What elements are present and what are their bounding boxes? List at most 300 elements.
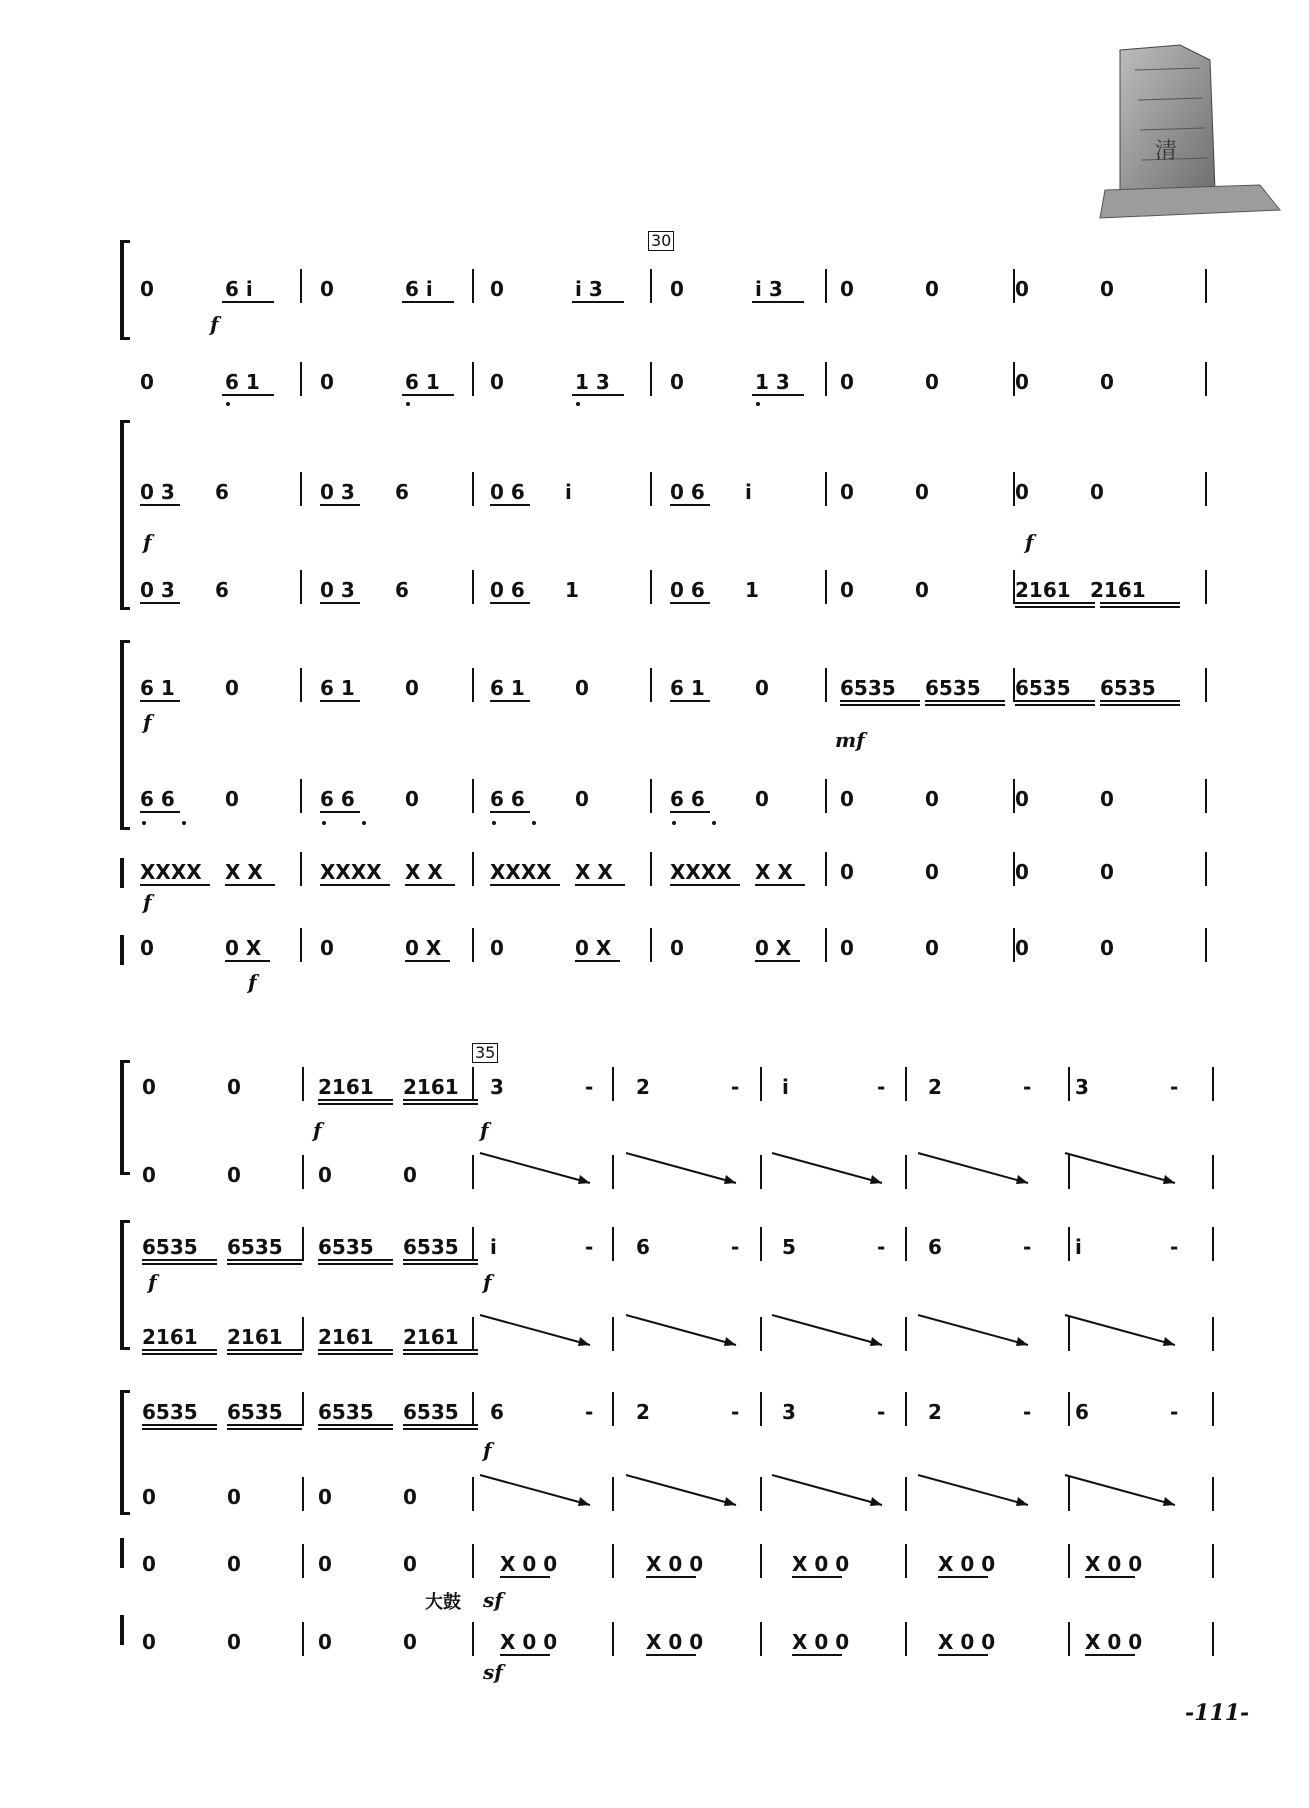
sys2-row5-note: 3 [782, 1400, 796, 1424]
beam-underline [403, 1263, 478, 1265]
svg-text:清: 清 [1155, 139, 1178, 164]
sys2-row8-note: X 0 0 [646, 1630, 704, 1654]
barline [760, 1622, 762, 1656]
sys1-row8-note: 0 [1100, 936, 1114, 960]
barline [472, 1227, 474, 1261]
dynamic-sforzando: sf [483, 1588, 503, 1612]
sys1-row1-note: 0 [925, 277, 939, 301]
barline [472, 1155, 474, 1189]
barline [300, 269, 302, 303]
sys2-row3-note: 5 [782, 1235, 796, 1259]
beam-underline [318, 1349, 393, 1351]
octave-dot [226, 402, 230, 406]
sys1-row3-note: 0 3 [140, 480, 175, 504]
barline [1068, 1067, 1070, 1101]
sys2-row3-note: 6535 [318, 1235, 374, 1259]
barline [650, 570, 652, 604]
sys1-row2-note: 6 1 [225, 370, 260, 394]
beam-underline [490, 504, 530, 506]
sys2-row1-note: 2 [928, 1075, 942, 1099]
sys2-row5-note: 2 [928, 1400, 942, 1424]
barline [1068, 1622, 1070, 1656]
sys1-row4-note: 0 6 [670, 578, 705, 602]
beam-underline [500, 1576, 550, 1578]
beam-underline [1100, 606, 1180, 608]
beam-underline [403, 1349, 478, 1351]
beam-underline [140, 602, 180, 604]
sys2-row2-note: 0 [227, 1163, 241, 1187]
sys2-row5-note: 2 [636, 1400, 650, 1424]
beam-underline [222, 301, 274, 303]
beam-underline [402, 301, 454, 303]
beam-underline [225, 884, 275, 886]
sys1-row4-note: 0 [915, 578, 929, 602]
beam-underline [500, 1654, 550, 1656]
sys1-row1-note: 6 i [405, 277, 433, 301]
sys1-row4-note: 1 [745, 578, 759, 602]
beam-underline [403, 1424, 478, 1426]
barline [1068, 1544, 1070, 1578]
barline [302, 1155, 304, 1189]
sys2-row7-note: X 0 0 [938, 1552, 996, 1576]
sys1-row4-note: 2161 [1015, 578, 1071, 602]
barline [905, 1544, 907, 1578]
beam-underline [227, 1263, 302, 1265]
sys2-row6-note: 0 [142, 1485, 156, 1509]
sys1-row5-note: 6 1 [320, 676, 355, 700]
sys2-row5-note: - [877, 1400, 886, 1424]
sys2-row6-note: 0 [318, 1485, 332, 1509]
sys1-row8-note: 0 [925, 936, 939, 960]
sys1-row3-note: i [565, 480, 572, 504]
sys2-row2-note: 0 [403, 1163, 417, 1187]
sys1-row7-note: XXXX [320, 860, 382, 884]
beam-underline [1100, 602, 1180, 604]
sys1-row5-note: 6535 [840, 676, 896, 700]
barline [302, 1227, 304, 1261]
sys2-row5-note: - [1170, 1400, 1179, 1424]
sys1-row6-note: 0 [405, 787, 419, 811]
barline [1205, 362, 1207, 396]
sys2-row1-note: - [1023, 1075, 1032, 1099]
barline [905, 1317, 907, 1351]
barline [1205, 269, 1207, 303]
dynamic-forte: f [210, 312, 219, 336]
dynamic-forte: f [480, 1118, 489, 1142]
sys1-row2-note: 1 3 [575, 370, 610, 394]
beam-underline [490, 811, 530, 813]
dynamic-forte: f [148, 1270, 157, 1294]
beam-underline [227, 1259, 302, 1261]
beam-underline [1100, 704, 1180, 706]
barline [612, 1155, 614, 1189]
beam-underline [320, 884, 390, 886]
dynamic-forte: f [143, 530, 152, 554]
sys1-row8-note: 0 X [225, 936, 262, 960]
barline [302, 1477, 304, 1511]
sys2-row7-note: X 0 0 [646, 1552, 704, 1576]
barline [760, 1227, 762, 1261]
beam-underline [227, 1428, 302, 1430]
sys1-row7-note: 0 [925, 860, 939, 884]
barline [905, 1392, 907, 1426]
barline [1205, 472, 1207, 506]
beam-underline [405, 884, 455, 886]
barline [472, 1544, 474, 1578]
barline [760, 1067, 762, 1101]
barline [825, 928, 827, 962]
barline [300, 362, 302, 396]
barline [650, 668, 652, 702]
beam-underline [320, 602, 360, 604]
beam-underline [403, 1103, 478, 1105]
beam-underline [1015, 700, 1095, 702]
barline [1068, 1155, 1070, 1189]
beam-underline [792, 1576, 842, 1578]
sys2-row5-note: 6535 [142, 1400, 198, 1424]
sys1-row1-note: 6 i [225, 277, 253, 301]
sys1-row5-note: 0 [755, 676, 769, 700]
barline [472, 852, 474, 886]
beam-underline [670, 504, 710, 506]
sys1-row5-note: 6535 [1100, 676, 1156, 700]
beam-underline [752, 301, 804, 303]
beam-underline [140, 811, 180, 813]
sys1-row4-note: 1 [565, 578, 579, 602]
sys1-row3-note: 0 [1015, 480, 1029, 504]
beam-underline [222, 394, 274, 396]
sys1-row2-note: 0 [320, 370, 334, 394]
octave-dot [142, 821, 146, 825]
beam-underline [490, 884, 560, 886]
barline [472, 1317, 474, 1351]
beam-underline [670, 811, 710, 813]
beam-underline [1015, 704, 1095, 706]
barline [302, 1544, 304, 1578]
sys1-row6-note: 0 [1015, 787, 1029, 811]
page-number: -111- [1185, 1700, 1250, 1726]
sys2-row1-note: i [782, 1075, 789, 1099]
sys2-row7-note: 0 [318, 1552, 332, 1576]
barline [650, 779, 652, 813]
barline [1205, 779, 1207, 813]
sys2-row3-note: i [1075, 1235, 1082, 1259]
barline [825, 570, 827, 604]
sys1-row8-note: 0 [140, 936, 154, 960]
beam-underline [140, 504, 180, 506]
barline [472, 570, 474, 604]
octave-dot [182, 821, 186, 825]
octave-dot [406, 402, 410, 406]
beam-underline [670, 884, 740, 886]
barline [1212, 1317, 1214, 1351]
beam-underline [142, 1259, 217, 1261]
sys2-row7-note: 0 [227, 1552, 241, 1576]
barline [760, 1477, 762, 1511]
sys2-row1-note: 0 [227, 1075, 241, 1099]
barline [300, 928, 302, 962]
sys1-row4-note: 6 [215, 578, 229, 602]
sys2-row1-note: 2161 [403, 1075, 459, 1099]
sys1-row5-note: 0 [405, 676, 419, 700]
sys1-row8-note: 0 X [755, 936, 792, 960]
barline [905, 1155, 907, 1189]
barline [472, 1392, 474, 1426]
sys2-row3-note: - [877, 1235, 886, 1259]
sys1-row3-note: 0 [915, 480, 929, 504]
barline [612, 1622, 614, 1656]
sys1-row3-note: 6 [395, 480, 409, 504]
sys2-row1-note: - [585, 1075, 594, 1099]
beam-underline [938, 1576, 988, 1578]
sys2-row7-note: X 0 0 [1085, 1552, 1143, 1576]
barline [1205, 570, 1207, 604]
sys1-row5-note: 0 [225, 676, 239, 700]
barline [825, 362, 827, 396]
beam-underline [318, 1263, 393, 1265]
guzheng-illustration [1060, 40, 1290, 220]
beam-underline [227, 1353, 302, 1355]
sys2-row7-note: 0 [142, 1552, 156, 1576]
barline [302, 1067, 304, 1101]
sys1-row7-note: X X [755, 860, 793, 884]
sys1-row7-note: 0 [1100, 860, 1114, 884]
barline [472, 928, 474, 962]
beam-underline [490, 700, 530, 702]
beam-underline [938, 1654, 988, 1656]
barline [612, 1227, 614, 1261]
sys1-row6-note: 0 [755, 787, 769, 811]
dynamic-forte: f [483, 1438, 492, 1462]
barline [905, 1477, 907, 1511]
beam-underline [490, 602, 530, 604]
beam-underline [142, 1424, 217, 1426]
beam-underline [403, 1259, 478, 1261]
sys1-row2-note: 0 [1015, 370, 1029, 394]
sys1-row8-note: 0 [490, 936, 504, 960]
sys1-row8-note: 0 [1015, 936, 1029, 960]
sys1-row1-note: 0 [1100, 277, 1114, 301]
barline [302, 1622, 304, 1656]
sys1-row3-note: 0 6 [490, 480, 525, 504]
sys1-row7-note: X X [575, 860, 613, 884]
barline [760, 1544, 762, 1578]
beam-underline [142, 1353, 217, 1355]
beam-underline [318, 1099, 393, 1101]
sys2-row7-note: X 0 0 [500, 1552, 558, 1576]
barline [300, 570, 302, 604]
barline [612, 1477, 614, 1511]
sys2-row1-note: - [877, 1075, 886, 1099]
barline [825, 852, 827, 886]
beam-underline [575, 884, 625, 886]
beam-underline [755, 884, 805, 886]
sys1-row5-note: 6 1 [490, 676, 525, 700]
beam-underline [320, 811, 360, 813]
sys2-row3-note: 6535 [227, 1235, 283, 1259]
barline [1212, 1067, 1214, 1101]
sys2-row4-note: 2161 [227, 1325, 283, 1349]
sys2-row1-note: 3 [490, 1075, 504, 1099]
barline [1068, 1227, 1070, 1261]
barline [825, 668, 827, 702]
barline [472, 668, 474, 702]
beam-underline [840, 700, 920, 702]
dynamic-sforzando: sf [483, 1660, 503, 1684]
beam-underline [1015, 602, 1095, 604]
sys1-row6-note: 6 6 [320, 787, 355, 811]
sys2-row3-note: 6535 [403, 1235, 459, 1259]
beam-underline [403, 1428, 478, 1430]
sys1-row6-note: 0 [575, 787, 589, 811]
sys2-row5-note: 6 [490, 1400, 504, 1424]
beam-underline [403, 1099, 478, 1101]
beam-underline [140, 700, 180, 702]
barline [1212, 1392, 1214, 1426]
sys1-row4-note: 0 [840, 578, 854, 602]
sys2-row8-note: 0 [227, 1630, 241, 1654]
barline [1068, 1392, 1070, 1426]
sys2-row3-note: 6535 [142, 1235, 198, 1259]
sys1-row2-note: 0 [1100, 370, 1114, 394]
beam-underline [1100, 700, 1180, 702]
sys2-row8-note: 0 [318, 1630, 332, 1654]
barline [612, 1067, 614, 1101]
dynamic-forte: f [313, 1118, 322, 1142]
barline [472, 1067, 474, 1101]
dynamic-forte: f [143, 890, 152, 914]
sys2-row1-note: 3 [1075, 1075, 1089, 1099]
sys1-row1-note: i 3 [575, 277, 603, 301]
beam-underline [925, 704, 1005, 706]
barline [650, 362, 652, 396]
sys1-row3-note: 6 [215, 480, 229, 504]
instrument-label-bass-drum: 大鼓 [425, 1592, 461, 1613]
beam-underline [670, 700, 710, 702]
barline [825, 269, 827, 303]
sys2-row5-note: 6535 [227, 1400, 283, 1424]
sys1-row7-note: XXXX [490, 860, 552, 884]
barline [1068, 1317, 1070, 1351]
sys2-row5-note: 6 [1075, 1400, 1089, 1424]
sys2-row8-note: X 0 0 [938, 1630, 996, 1654]
sys2-row5-note: - [1023, 1400, 1032, 1424]
barline [612, 1392, 614, 1426]
beam-underline [142, 1349, 217, 1351]
sys1-row8-note: 0 X [575, 936, 612, 960]
sys2-row3-note: 6 [928, 1235, 942, 1259]
beam-underline [403, 1353, 478, 1355]
barline [650, 269, 652, 303]
beam-underline [792, 1654, 842, 1656]
barline [760, 1155, 762, 1189]
barline [472, 779, 474, 813]
barline [650, 472, 652, 506]
sys1-row2-note: 1 3 [755, 370, 790, 394]
beam-underline [225, 960, 270, 962]
beam-underline [670, 602, 710, 604]
beam-underline [646, 1654, 696, 1656]
beam-underline [1085, 1654, 1135, 1656]
octave-dot [712, 821, 716, 825]
sys2-row3-note: i [490, 1235, 497, 1259]
sys2-row5-note: - [731, 1400, 740, 1424]
sys1-row4-note: 0 3 [320, 578, 355, 602]
sys2-row4-note: 2161 [142, 1325, 198, 1349]
sys1-row5-note: 6535 [925, 676, 981, 700]
sys1-row6-note: 0 [840, 787, 854, 811]
octave-dot [672, 821, 676, 825]
sys1-row5-note: 6 1 [670, 676, 705, 700]
sys1-row7-note: XXXX [670, 860, 732, 884]
sys1-row5-note: 0 [575, 676, 589, 700]
beam-underline [318, 1103, 393, 1105]
sys1-row1-note: 0 [490, 277, 504, 301]
barline [1212, 1622, 1214, 1656]
beam-underline [142, 1263, 217, 1265]
beam-underline [140, 884, 210, 886]
sys2-row1-note: - [1170, 1075, 1179, 1099]
sys1-row7-note: X X [405, 860, 443, 884]
beam-underline [840, 704, 920, 706]
barline [905, 1227, 907, 1261]
sys2-row2-note: 0 [318, 1163, 332, 1187]
sys2-row3-note: - [1023, 1235, 1032, 1259]
barline [1212, 1544, 1214, 1578]
sys1-row3-note: i [745, 480, 752, 504]
sys2-row1-note: 0 [142, 1075, 156, 1099]
sys1-row1-note: 0 [670, 277, 684, 301]
sys1-row1-note: i 3 [755, 277, 783, 301]
barline [760, 1392, 762, 1426]
beam-underline [318, 1424, 393, 1426]
barline [1205, 668, 1207, 702]
barline [825, 472, 827, 506]
sys2-row5-note: 6535 [318, 1400, 374, 1424]
sys1-row1-note: 0 [140, 277, 154, 301]
sys2-row8-note: X 0 0 [500, 1630, 558, 1654]
beam-underline [752, 394, 804, 396]
barline [1205, 852, 1207, 886]
sys1-row3-note: 0 6 [670, 480, 705, 504]
beam-underline [227, 1424, 302, 1426]
beam-underline [318, 1259, 393, 1261]
sys1-row6-note: 0 [225, 787, 239, 811]
sys1-row2-note: 0 [670, 370, 684, 394]
beam-underline [320, 504, 360, 506]
sys1-row6-note: 0 [925, 787, 939, 811]
sys1-row5-note: 6535 [1015, 676, 1071, 700]
sys1-row7-note: 0 [840, 860, 854, 884]
sys1-row8-note: 0 [670, 936, 684, 960]
octave-dot [756, 402, 760, 406]
dynamic-forte: f [143, 710, 152, 734]
barline [302, 1317, 304, 1351]
sys2-row3-note: - [731, 1235, 740, 1259]
barline [1212, 1155, 1214, 1189]
sys1-row6-note: 6 6 [490, 787, 525, 811]
sys1-row4-note: 2161 [1090, 578, 1146, 602]
sys1-row3-note: 0 3 [320, 480, 355, 504]
sys2-row1-note: 2161 [318, 1075, 374, 1099]
sys2-row3-note: - [1170, 1235, 1179, 1259]
beam-underline [572, 394, 624, 396]
sys1-row5-note: 6 1 [140, 676, 175, 700]
barline [825, 779, 827, 813]
barline [1212, 1477, 1214, 1511]
sys1-row2-note: 0 [840, 370, 854, 394]
barline [1205, 928, 1207, 962]
